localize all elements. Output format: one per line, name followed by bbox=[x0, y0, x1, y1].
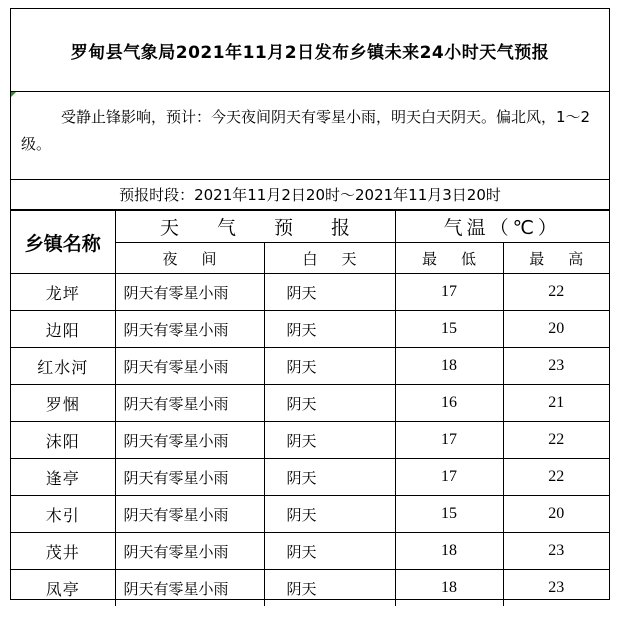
night-weather: 阴天有零星小雨 bbox=[115, 422, 264, 459]
page-title: 罗甸县气象局2021年11月2日发布乡镇未来24小时天气预报 bbox=[11, 9, 609, 92]
header-weather: 天气预报 bbox=[115, 211, 395, 243]
table-row bbox=[11, 496, 609, 533]
forecast-notice: 受静止锋影响，预计：今天夜间阴天有零星小雨，明天白天阴天。偏北风，1～2级。 bbox=[11, 92, 609, 180]
max-temp: 22 bbox=[503, 459, 609, 496]
max-temp: 23 bbox=[503, 348, 609, 385]
day-weather: 阴天 bbox=[264, 348, 395, 385]
day-weather: 阴天 bbox=[264, 533, 395, 570]
header-town: 乡镇名称 bbox=[11, 211, 115, 274]
town-name: 茂井 bbox=[11, 533, 115, 570]
max-temp: 21 bbox=[503, 385, 609, 422]
town-name: 罗悃 bbox=[11, 385, 115, 422]
min-temp: 16 bbox=[395, 385, 503, 422]
table-row bbox=[11, 274, 609, 311]
night-weather: 阴天有零星小雨 bbox=[115, 496, 264, 533]
min-temp: 17 bbox=[395, 422, 503, 459]
header-max: 最高 bbox=[503, 243, 609, 274]
max-temp: 23 bbox=[503, 533, 609, 570]
min-temp: 18 bbox=[395, 570, 503, 607]
table-row bbox=[11, 533, 609, 570]
header-night: 夜间 bbox=[115, 243, 264, 274]
min-temp: 15 bbox=[395, 311, 503, 348]
max-temp: 23 bbox=[503, 570, 609, 607]
min-temp: 15 bbox=[395, 496, 503, 533]
night-weather: 阴天有零星小雨 bbox=[115, 385, 264, 422]
day-weather: 阴天 bbox=[264, 422, 395, 459]
max-temp: 22 bbox=[503, 422, 609, 459]
min-temp: 17 bbox=[395, 274, 503, 311]
forecast-sheet bbox=[10, 8, 610, 600]
header-temperature: 气温（℃） bbox=[395, 211, 609, 243]
table-row bbox=[11, 348, 609, 385]
table-row bbox=[11, 570, 609, 607]
table-row bbox=[11, 422, 609, 459]
day-weather: 阴天 bbox=[264, 570, 395, 607]
header-day: 白天 bbox=[264, 243, 395, 274]
max-temp: 20 bbox=[503, 311, 609, 348]
night-weather: 阴天有零星小雨 bbox=[115, 274, 264, 311]
min-temp: 17 bbox=[395, 459, 503, 496]
table-row bbox=[11, 311, 609, 348]
day-weather: 阴天 bbox=[264, 385, 395, 422]
table-row bbox=[11, 459, 609, 496]
town-name: 边阳 bbox=[11, 311, 115, 348]
night-weather: 阴天有零星小雨 bbox=[115, 311, 264, 348]
night-weather: 阴天有零星小雨 bbox=[115, 533, 264, 570]
town-name: 逢亭 bbox=[11, 459, 115, 496]
min-temp: 18 bbox=[395, 533, 503, 570]
town-name: 龙坪 bbox=[11, 274, 115, 311]
header-min: 最低 bbox=[395, 243, 503, 274]
town-name: 木引 bbox=[11, 496, 115, 533]
forecast-table bbox=[11, 210, 609, 606]
min-temp: 18 bbox=[395, 348, 503, 385]
forecast-period: 预报时段：2021年11月2日20时～2021年11月3日20时 bbox=[11, 180, 609, 210]
day-weather: 阴天 bbox=[264, 459, 395, 496]
day-weather: 阴天 bbox=[264, 311, 395, 348]
night-weather: 阴天有零星小雨 bbox=[115, 459, 264, 496]
town-name: 红水河 bbox=[11, 348, 115, 385]
town-name: 凤亭 bbox=[11, 570, 115, 607]
max-temp: 22 bbox=[503, 274, 609, 311]
day-weather: 阴天 bbox=[264, 496, 395, 533]
night-weather: 阴天有零星小雨 bbox=[115, 570, 264, 607]
table-row bbox=[11, 385, 609, 422]
day-weather: 阴天 bbox=[264, 274, 395, 311]
town-name: 沫阳 bbox=[11, 422, 115, 459]
night-weather: 阴天有零星小雨 bbox=[115, 348, 264, 385]
max-temp: 20 bbox=[503, 496, 609, 533]
